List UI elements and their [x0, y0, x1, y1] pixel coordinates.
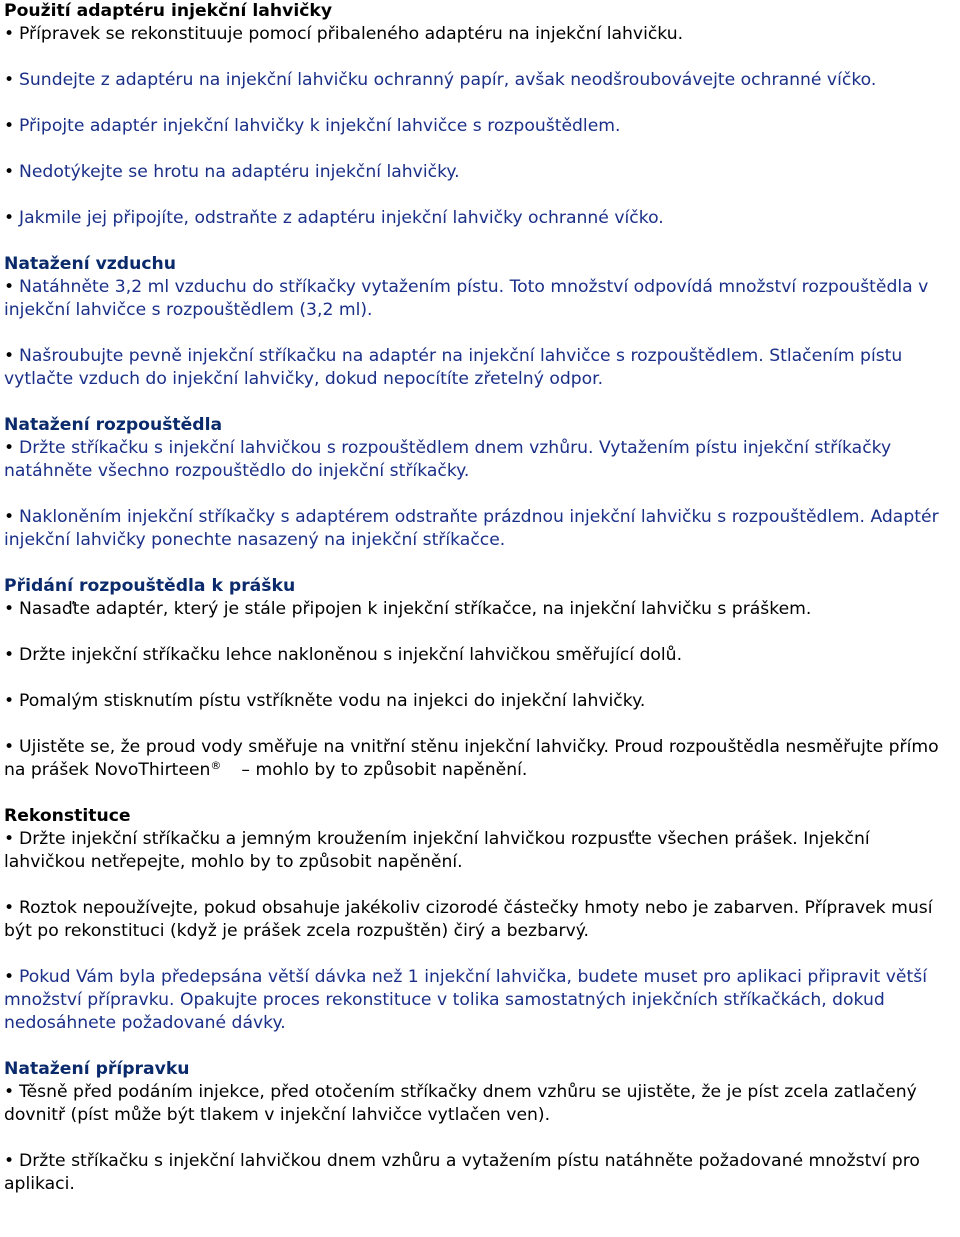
bullet-icon: • — [4, 116, 15, 136]
section-heading: Použití adaptéru injekční lahvičky — [4, 1, 333, 21]
bullet-icon: • — [4, 829, 15, 849]
bullet-icon: • — [4, 967, 15, 987]
instruction-text: Nasaďte adaptér, který je stále připojen k injekční stříkačce, na injekční lahvičku s práškem. — [19, 599, 812, 619]
instruction-item — [4, 345, 956, 391]
bullet-icon: • — [4, 277, 15, 297]
section-adapter-use — [4, 0, 956, 230]
section-draw-solvent — [4, 414, 956, 552]
instruction-text: Roztok nepoužívejte, pokud obsahuje jakékoliv cizorodé částečky hmoty nebo je zabarven. Přípravek musí být po rekonstituci (když je prášek zcela rozpuštěn) čirý a bezbarvý. — [4, 898, 933, 941]
instruction-text: Přípravek se rekonstituuje pomocí přibaleného adaptéru na injekční lahvičku. — [19, 24, 684, 44]
instruction-text: Nedotýkejte se hrotu na adaptéru injekční lahvičky. — [19, 162, 460, 182]
instruction-text: Držte injekční stříkačku lehce nakloněnou s injekční lahvičkou směřující dolů. — [19, 645, 683, 665]
instruction-text: Držte stříkačku s injekční lahvičkou s rozpouštědlem dnem vzhůru. Vytažením pístu injekční stříkačky natáhněte všechno rozpouštědlo do injekční stříkačky. — [4, 438, 892, 481]
instruction-item — [4, 828, 956, 874]
section-heading: Přidání rozpouštědla k prášku — [4, 576, 296, 596]
instruction-text: Držte injekční stříkačku a jemným kroužením injekční lahvičkou rozpusťte všechen prášek. Injekční lahvičkou netřepejte, mohlo by to způsobit napěnění. — [4, 829, 870, 872]
instruction-item — [4, 1150, 956, 1196]
instruction-text: Našroubujte pevně injekční stříkačku na adaptér na injekční lahvičce s rozpouštědlem. Stlačením pístu vytlačte vzduch do injekční lahvičky, dokud nepocítíte zřetelný odpor. — [4, 346, 903, 389]
bullet-icon: • — [4, 208, 15, 228]
instruction-text: Pomalým stisknutím pístu vstříkněte vodu na injekci do injekční lahvičky. — [19, 691, 646, 711]
instruction-item — [4, 161, 956, 184]
instruction-text: Jakmile jej připojíte, odstraňte z adaptéru injekční lahvičky ochranné víčko. — [19, 208, 664, 228]
bullet-icon: • — [4, 898, 15, 918]
instruction-item — [4, 276, 956, 322]
instruction-item — [4, 1081, 956, 1127]
instruction-text: Natáhněte 3,2 ml vzduchu do stříkačky vytažením pístu. Toto množství odpovídá množství rozpouštědla v injekční lahvičce s rozpouštědlem (3,2 ml). — [4, 277, 929, 320]
instruction-text: – mohlo by to způsobit napěnění. — [241, 760, 528, 780]
section-heading: Natažení přípravku — [4, 1059, 190, 1079]
bullet-icon: • — [4, 599, 15, 619]
bullet-icon: • — [4, 24, 15, 44]
section-reconstitution — [4, 805, 956, 1035]
section-heading: Natažení vzduchu — [4, 254, 176, 274]
instruction-text: Sundejte z adaptéru na injekční lahvičku ochranný papír, avšak neodšroubovávejte ochranné víčko. — [19, 70, 877, 90]
instruction-item — [4, 598, 956, 621]
instruction-item — [4, 115, 956, 138]
instruction-text: Připojte adaptér injekční lahvičky k injekční lahvičce s rozpouštědlem. — [19, 116, 621, 136]
instruction-item — [4, 23, 956, 46]
bullet-icon: • — [4, 70, 15, 90]
bullet-icon: • — [4, 645, 15, 665]
instruction-text: Držte stříkačku s injekční lahvičkou dnem vzhůru a vytažením pístu natáhněte požadované množství pro aplikaci. — [4, 1151, 920, 1194]
instruction-text: Pokud Vám byla předepsána větší dávka než 1 injekční lahvička, budete muset pro aplikaci připravit větší množství přípravku. Opakujte proces rekonstituce v tolika samostatných injekčních stříkačkách, dokud nedosáhnete požadované dávky. — [4, 967, 927, 1033]
bullet-icon: • — [4, 162, 15, 182]
bullet-icon: • — [4, 507, 15, 527]
section-draw-product — [4, 1058, 956, 1196]
instruction-item — [4, 690, 956, 713]
instruction-item — [4, 644, 956, 667]
instruction-item — [4, 69, 956, 92]
section-draw-air — [4, 253, 956, 391]
instruction-item — [4, 736, 956, 782]
bullet-icon: • — [4, 1151, 15, 1171]
bullet-icon: • — [4, 346, 15, 366]
section-heading: Rekonstituce — [4, 806, 131, 826]
instruction-text: Nakloněním injekční stříkačky s adaptérem odstraňte prázdnou injekční lahvičku s rozpouštědlem. Adaptér injekční lahvičky ponechte nasazený na injekční stříkačce. — [4, 507, 939, 550]
instruction-item — [4, 506, 956, 552]
instruction-item — [4, 966, 956, 1035]
instruction-text: Ujistěte se, že proud vody směřuje na vnitřní stěnu injekční lahvičky. Proud rozpouštědla nesměřujte přímo na prášek NovoThirteen — [4, 737, 939, 780]
bullet-icon: • — [4, 1082, 15, 1102]
bullet-icon: • — [4, 438, 15, 458]
registered-mark: ® — [210, 759, 222, 772]
instruction-item — [4, 207, 956, 230]
section-heading: Natažení rozpouštědla — [4, 415, 223, 435]
instruction-item — [4, 437, 956, 483]
instruction-text: Těsně před podáním injekce, před otočením stříkačky dnem vzhůru se ujistěte, že je píst zcela zatlačený dovnitř (píst může být tlakem v injekční lahvičce vytlačen ven). — [4, 1082, 917, 1125]
instruction-item — [4, 897, 956, 943]
bullet-icon: • — [4, 691, 15, 711]
bullet-icon: • — [4, 737, 15, 757]
section-add-solvent — [4, 575, 956, 782]
